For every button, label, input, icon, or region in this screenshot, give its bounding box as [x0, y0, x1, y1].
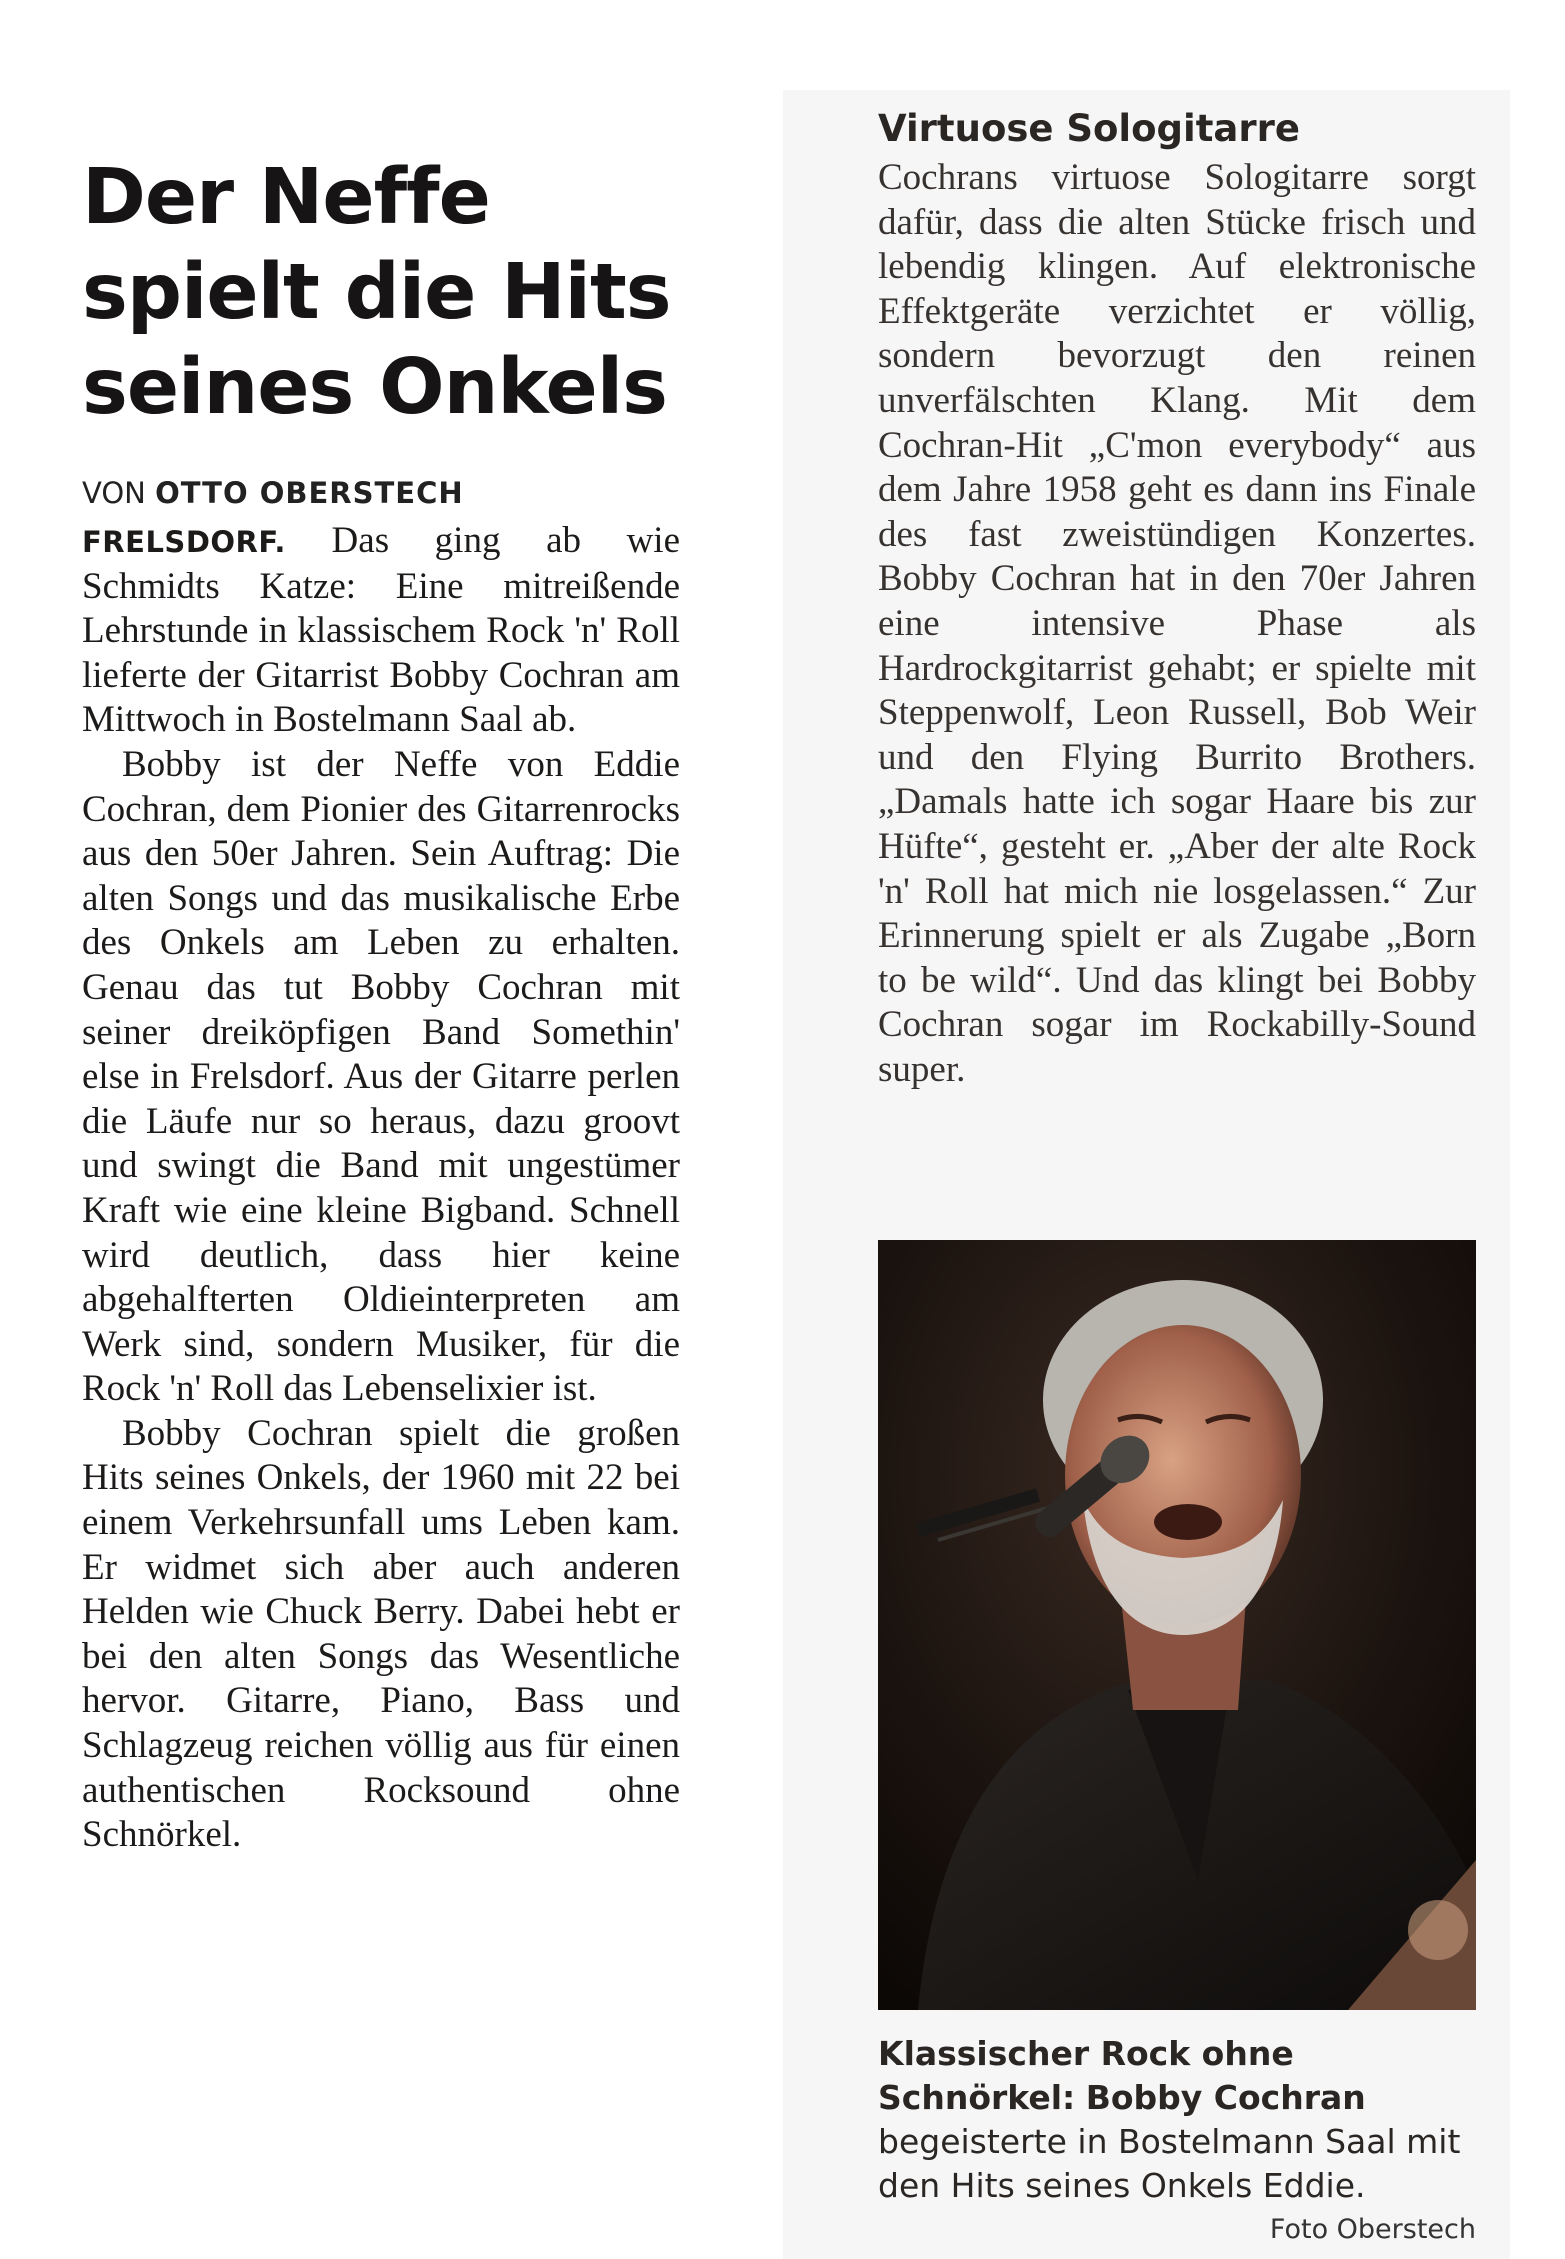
right-body [878, 156, 1476, 1092]
photo-caption [878, 2032, 1476, 2252]
left-column [82, 150, 680, 1858]
paragraph [82, 519, 680, 743]
headline-line: Der Neffe [82, 153, 490, 242]
subheading: Virtuose Sologitarre [878, 107, 1300, 150]
headline [82, 150, 680, 435]
paragraph-text: Das ging ab wie Schmidts Katze: Eine mitreißende Lehrstunde in klassischem Rock 'n' Roll lieferte der Gitarrist Bobby Cochran am Mittwoch in Bostelmann Saal ab. [82, 520, 681, 741]
paragraph: Cochrans virtuose Sologitarre sorgt dafür, dass die alten Stücke frisch und lebendig klingen. Auf elektronische Effektgeräte verzichtet er völlig, sondern bevorzugt den reinen unverfälschten Klang. Mit dem Cochran-Hit „C'mon everybody“ aus dem Jahre 1958 geht es dann ins Finale des fast zweistündigen Konzertes. Bobby Cochran hat in den 70er Jahren eine intensive Phase als Hardrockgitarrist gehabt; er spielte mit Steppenwolf, Leon Russell, Bob Weir und den Flying Burrito Brothers. „Damals hatte ich sogar Haare bis zur Hüfte“, gesteht er. „Aber der alte Rock 'n' Roll hat mich nie losgelassen.“ Zur Erinnerung spielt er als Zugabe „Born to be wild“. Und das klingt bei Bobby Cochran sogar im Rockabilly-Sound super. [878, 157, 1476, 1090]
byline-prefix: VON [82, 476, 146, 510]
photo [878, 1240, 1476, 2010]
byline-author: OTTO OBERSTECH [155, 476, 464, 510]
dateline: FRELSDORF. [82, 525, 286, 559]
photo-credit: Foto Oberstech [1269, 2214, 1476, 2245]
caption-name: Bobby Cochran [1085, 2078, 1366, 2117]
paragraph: Bobby ist der Neffe von Eddie Cochran, dem Pionier des Gitarrenrocks aus den 50er Jahren. Sein Auftrag: Die alten Songs und das musikalische Erbe des Onkels am Leben zu erhalten. Genau das tut Bobby Cochran mit seiner dreiköpfigen Band Somethin' else in Frelsdorf. Aus der Gitarre perlen die Läufe nur so heraus, dazu groovt und swingt die Band mit ungestümer Kraft wie eine kleine Bigband. Schnell wird deutlich, dass hier keine abgehalfterten Oldieinterpreten am Werk sind, sondern Musiker, für die Rock 'n' Roll das Lebenselixier ist. [82, 743, 680, 1410]
paragraph: Bobby Cochran spielt die großen Hits seines Onkels, der 1960 mit 22 bei einem Verkehrsunfall ums Leben kam. Er widmet sich aber auch anderen Helden wie Chuck Berry. Dabei hebt er bei den alten Songs das Wesentliche hervor. Gitarre, Piano, Bass und Schlagzeug reichen völlig aus für einen authentischen Rocksound ohne Schnörkel. [82, 1412, 680, 1856]
photo-of-singer-with-microphone-icon [878, 1240, 1476, 2010]
caption-lead: Klassischer Rock ohne Schnörkel: [878, 2034, 1294, 2117]
headline-line: seines Onkels [82, 343, 667, 432]
caption-text: begeisterte in Bostelmann Saal mit den Hits seines Onkels Eddie. [878, 2122, 1461, 2205]
article-body [82, 519, 680, 1858]
right-column [878, 106, 1476, 1092]
byline [82, 475, 680, 511]
headline-line: spielt die Hits [82, 248, 671, 337]
